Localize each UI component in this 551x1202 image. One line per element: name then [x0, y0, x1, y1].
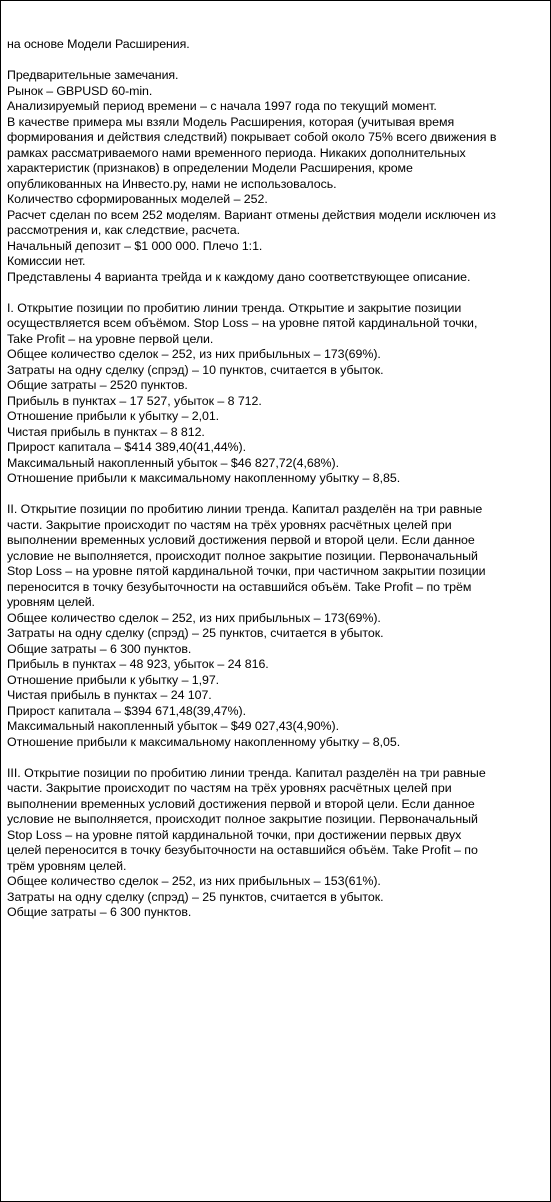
- text-line: Общее количество сделок – 252, из них прибыльных – 173(69%).: [7, 347, 381, 361]
- text-line: Анализируемый период времени – с начала 1997 года по текущий момент.: [7, 99, 437, 113]
- text-line: Stop Loss – на уровне пятой кардинальной точки, при достижении первых двух: [7, 827, 462, 842]
- text-line: Максимальный накопленный убыток – $49 027,43(4,90%).: [7, 719, 340, 733]
- text-line: II. Открытие позиции по пробитию линии тренда. Капитал разделён на три равные: [7, 502, 483, 516]
- text-line: Чистая прибыль в пунктах – 8 812.: [7, 424, 205, 439]
- text-line: В качестве примера мы взяли Модель Расширения, которая (учитывая время: [7, 114, 455, 129]
- document-text: [7, 37, 547, 921]
- text-line: трём уровням целей.: [7, 858, 127, 873]
- text-line: Чистая прибыль в пунктах – 24 107.: [7, 688, 212, 702]
- text-line: Общие затраты – 2520 пунктов.: [7, 378, 188, 392]
- text-line: Stop Loss – на уровне пятой кардинальной точки, при частичном закрытии позиции: [7, 564, 486, 578]
- text-line: Рынок – GBPUSD 60-min.: [7, 83, 153, 98]
- text-line: Отношение прибыли к максимальному накопленному убытку – 8,05.: [7, 734, 401, 749]
- text-line: Take Profit – на уровне первой цели.: [7, 331, 214, 346]
- text-line: Расчет сделан по всем 252 моделям. Вариант отмены действия модели исключен из: [7, 207, 496, 222]
- text-line: условие не выполняется, происходит полное закрытие позиции. Первоначальный: [7, 812, 478, 826]
- text-line: условие не выполняется, происходит полное закрытие позиции. Первоначальный: [7, 548, 478, 563]
- text-line: Комиссии нет.: [7, 254, 86, 268]
- text-line: выполнении временных условий достижения первой и второй цели. Если данное: [7, 533, 475, 547]
- text-line: Отношение прибыли к максимальному накопленному убытку – 8,85.: [7, 471, 401, 485]
- text-line: опубликованных на Инвесто.ру, нами не использовалось.: [7, 176, 337, 191]
- text-line: Количество сформированных моделей – 252.: [7, 192, 268, 206]
- text-line: Прирост капитала – $394 671,48(39,47%).: [7, 703, 246, 718]
- text-line: Предварительные замечания.: [7, 68, 179, 82]
- text-line: Прибыль в пунктах – 48 923, убыток – 24 816.: [7, 657, 269, 671]
- text-line: Общее количество сделок – 252, из них прибыльных – 173(69%).: [7, 610, 381, 625]
- text-line: Отношение прибыли к убытку – 2,01.: [7, 409, 220, 423]
- text-line: переносится в точку безубыточности на оставшийся объём. Take Profit – по трём: [7, 579, 472, 594]
- text-line: Общие затраты – 6 300 пунктов.: [7, 905, 192, 919]
- text-line: Затраты на одну сделку (спрэд) – 25 пунктов, считается в убыток.: [7, 626, 384, 640]
- text-line: I. Открытие позиции по пробитию линии тренда. Открытие и закрытие позиции: [7, 300, 462, 315]
- text-line: уровням целей.: [7, 595, 95, 609]
- text-line: III. Открытие позиции по пробитию линии тренда. Капитал разделён на три равные: [7, 765, 486, 780]
- text-line: целей переносится в точку безубыточности на оставшийся объём. Take Profit – по: [7, 843, 478, 857]
- paragraph-gap: [7, 487, 547, 503]
- text-line: Общее количество сделок – 252, из них прибыльных – 153(61%).: [7, 874, 381, 888]
- paragraph-gap: [7, 53, 547, 69]
- text-line: рассмотрения и, как следствие, расчета.: [7, 223, 241, 237]
- text-line: Максимальный накопленный убыток – $46 827,72(4,68%).: [7, 455, 340, 470]
- text-line: на основе Модели Расширения.: [7, 37, 190, 51]
- text-line: выполнении временных условий достижения первой и второй цели. Если данное: [7, 796, 475, 811]
- paragraph-gap: [7, 750, 547, 766]
- text-line: Затраты на одну сделку (спрэд) – 25 пунктов, считается в убыток.: [7, 889, 384, 904]
- text-line: части. Закрытие происходит по частям на трёх уровнях расчётных целей при: [7, 517, 452, 532]
- text-line: характеристик (признаков) в определении Модели Расширения, кроме: [7, 161, 413, 175]
- text-line: Начальный депозит – $1 000 000. Плечо 1:1.: [7, 238, 263, 253]
- text-line: Прирост капитала – $414 389,40(41,44%).: [7, 440, 246, 454]
- text-line: осуществляется всем объёмом. Stop Loss – на уровне пятой кардинальной точки,: [7, 316, 478, 330]
- text-line: Отношение прибыли к убытку – 1,97.: [7, 672, 220, 687]
- text-line: части. Закрытие происходит по частям на трёх уровнях расчётных целей при: [7, 781, 452, 795]
- paragraph-gap: [7, 285, 547, 301]
- text-line: Затраты на одну сделку (спрэд) – 10 пунктов, считается в убыток.: [7, 362, 384, 377]
- text-line: Общие затраты – 6 300 пунктов.: [7, 641, 192, 656]
- text-line: рамках рассматриваемого нами временного периода. Никаких дополнительных: [7, 145, 466, 160]
- text-line: Прибыль в пунктах – 17 527, убыток – 8 712.: [7, 393, 262, 408]
- text-line: формирования и действия следствий) покрывает собой около 75% всего движения в: [7, 130, 497, 144]
- text-line: Представлены 4 варианта трейда и к каждому дано соответствующее описание.: [7, 269, 471, 284]
